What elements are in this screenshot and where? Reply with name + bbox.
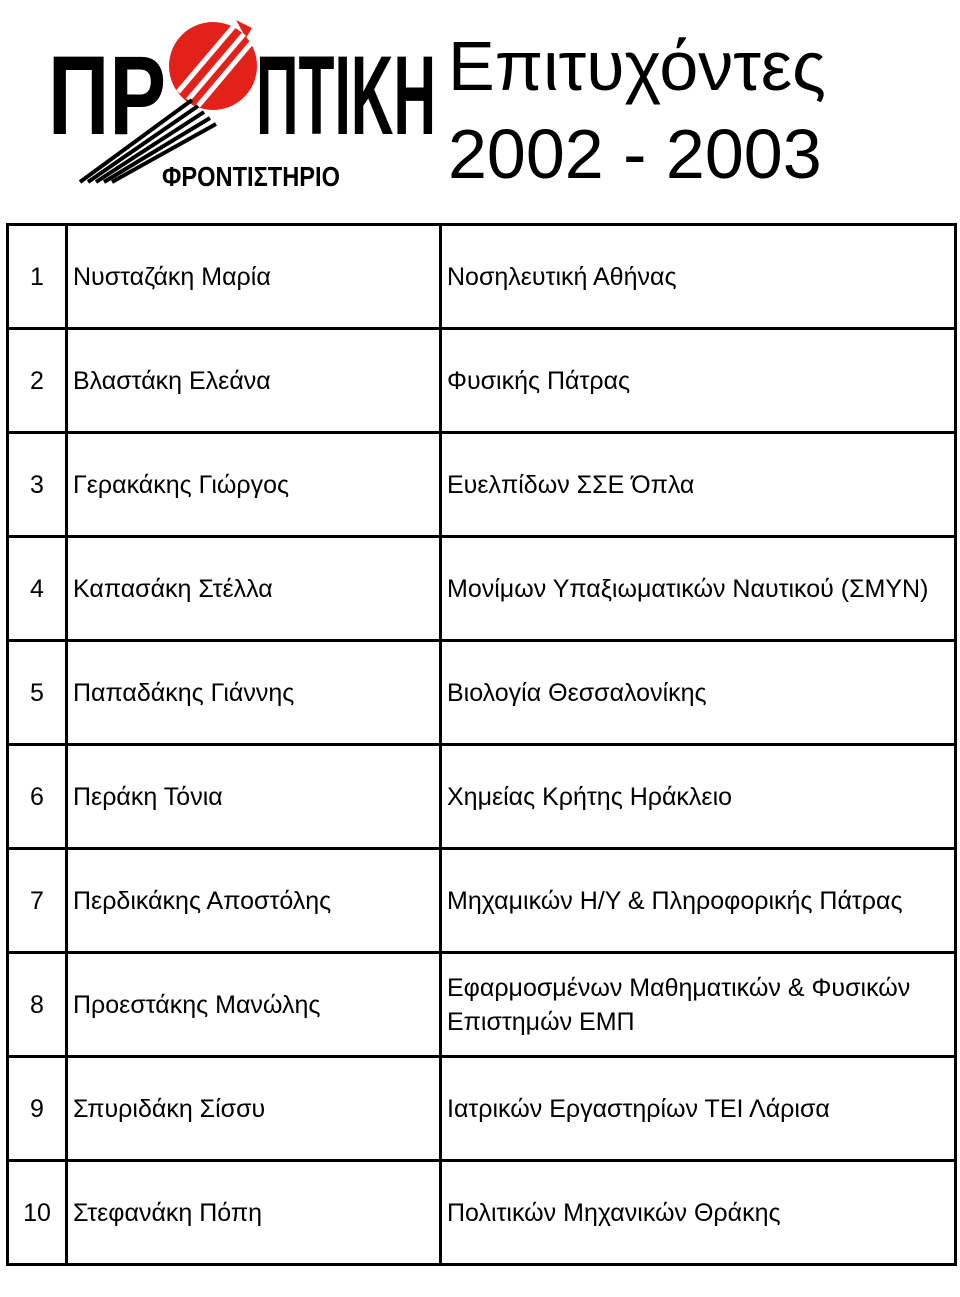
student-name: Περδικάκης Αποστόλης xyxy=(67,849,441,953)
row-number: 8 xyxy=(8,953,67,1057)
table-row xyxy=(8,745,956,849)
table-row xyxy=(8,225,956,329)
title-line-1: Επιτυχόντες xyxy=(448,27,826,105)
logo-word-part1: ΠΡ xyxy=(48,33,166,158)
student-name: Παπαδάκης Γιάννης xyxy=(67,641,441,745)
table-row xyxy=(8,641,956,745)
page-header xyxy=(0,0,960,222)
student-name: Στεφανάκη Πόπη xyxy=(67,1161,441,1265)
admitted-department: Φυσικής Πάτρας xyxy=(441,329,956,433)
row-number: 4 xyxy=(8,537,67,641)
admitted-department: Εφαρμοσμένων Μαθηματικών & Φυσικών Επιστημών ΕΜΠ xyxy=(441,953,956,1057)
admitted-department: Βιολογία Θεσσαλονίκης xyxy=(441,641,956,745)
logo-word-part2: ΠΤΙΚΗ xyxy=(256,33,436,158)
row-number: 9 xyxy=(8,1057,67,1161)
admitted-department: Μονίμων Υπαξιωματικών Ναυτικού (ΣΜΥΝ) xyxy=(441,537,956,641)
table-row xyxy=(8,849,956,953)
student-name: Σπυριδάκη Σίσσυ xyxy=(67,1057,441,1161)
row-number: 6 xyxy=(8,745,67,849)
admitted-department: Ευελπίδων ΣΣΕ Όπλα xyxy=(441,433,956,537)
student-name: Προεστάκης Μανώλης xyxy=(67,953,441,1057)
school-logo xyxy=(30,4,440,192)
admitted-department: Νοσηλευτική Αθήνας xyxy=(441,225,956,329)
student-name: Βλαστάκη Ελεάνα xyxy=(67,329,441,433)
table-row xyxy=(8,433,956,537)
row-number: 2 xyxy=(8,329,67,433)
page-title xyxy=(448,22,826,198)
admitted-department: Ιατρικών Εργαστηρίων ΤΕΙ Λάρισα xyxy=(441,1057,956,1161)
student-name: Νυσταζάκη Μαρία xyxy=(67,225,441,329)
logo-subtitle: ΦΡΟΝΤΙΣΤΗΡΙΟ xyxy=(162,161,340,192)
results-table xyxy=(6,223,957,1266)
table-row xyxy=(8,1161,956,1265)
student-name: Καπασάκη Στέλλα xyxy=(67,537,441,641)
table-row xyxy=(8,1057,956,1161)
admitted-department: Μηχαμικών Η/Υ & Πληροφορικής Πάτρας xyxy=(441,849,956,953)
row-number: 5 xyxy=(8,641,67,745)
admitted-department: Πολιτικών Μηχανικών Θράκης xyxy=(441,1161,956,1265)
table-row xyxy=(8,953,956,1057)
row-number: 1 xyxy=(8,225,67,329)
table-row xyxy=(8,329,956,433)
admitted-department: Χημείας Κρήτης Ηράκλειο xyxy=(441,745,956,849)
table-row xyxy=(8,537,956,641)
student-name: Γερακάκης Γιώργος xyxy=(67,433,441,537)
row-number: 7 xyxy=(8,849,67,953)
row-number: 3 xyxy=(8,433,67,537)
row-number: 10 xyxy=(8,1161,67,1265)
student-name: Περάκη Τόνια xyxy=(67,745,441,849)
title-line-2: 2002 - 2003 xyxy=(448,115,822,193)
